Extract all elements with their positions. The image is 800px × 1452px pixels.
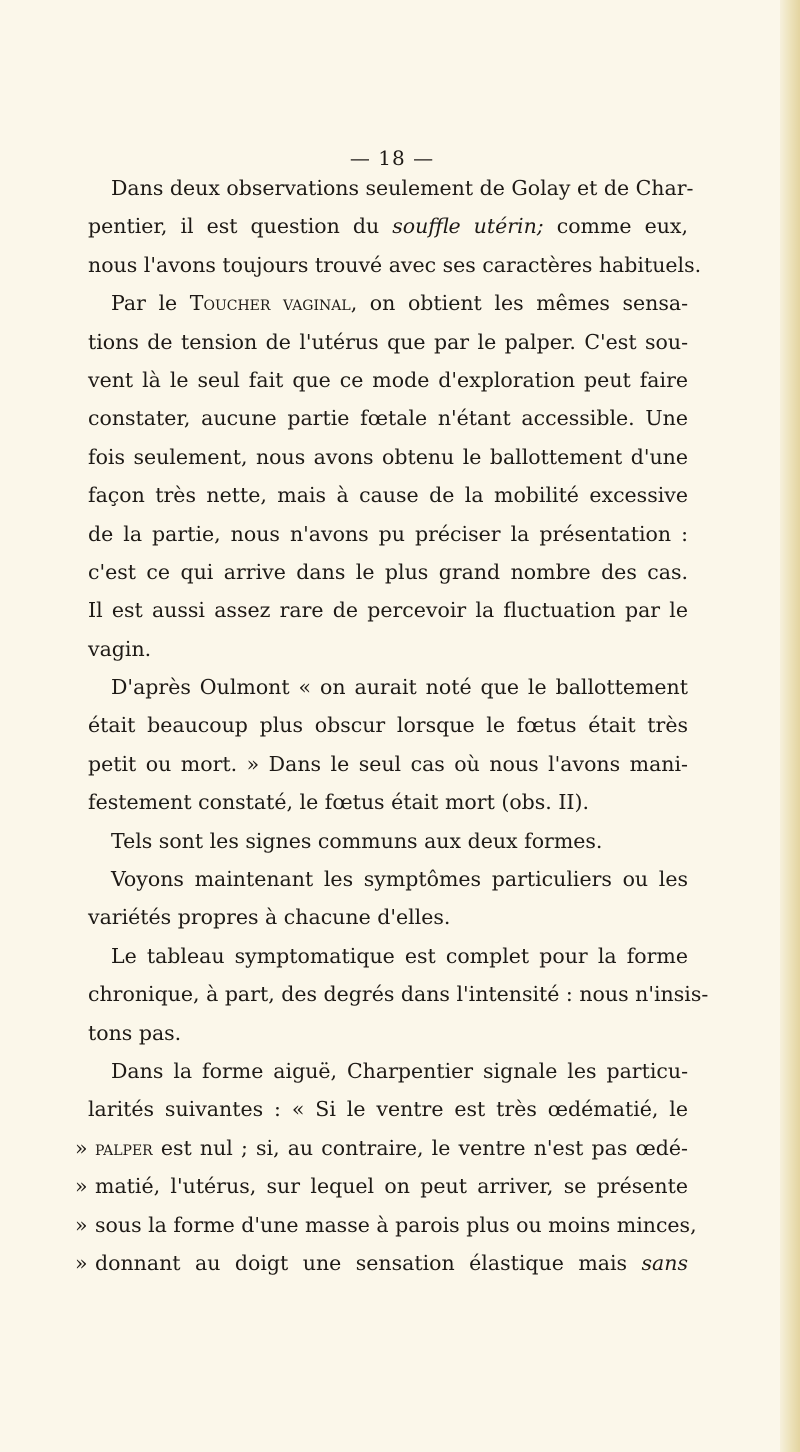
text-line: » donnant au doigt une sensation élastique mais sans [75,1244,688,1282]
emphasis-souffle-uterin: souffle utérin; [392,214,544,239]
quote-mark: » [75,1250,88,1275]
body-text [75,169,709,1282]
text-line: vagin. [88,636,152,661]
text-line: variétés propres à chacune d'elles. [88,905,451,930]
quote-mark: » [75,1174,88,1199]
text-line: Dans la forme aiguë, Charpentier signale les particu- [111,1058,688,1083]
quote-mark: » [75,1212,88,1237]
text-line: de la partie, nous n'avons pu préciser la présentation : [88,521,688,546]
text-line: » matié, l'utérus, sur lequel on peut arriver, se présente [75,1167,688,1205]
small-caps-palper: palper [95,1135,153,1160]
text-line: tons pas. [88,1020,182,1045]
text-line: festement constaté, le fœtus était mort (obs. II). [88,790,590,815]
text-line: Tels sont les signes communs aux deux formes. [111,828,603,853]
text-line: c'est ce qui arrive dans le plus grand nombre des cas. [88,559,688,584]
small-caps-toucher-vaginal: Toucher vaginal [189,291,351,316]
text-line: Voyons maintenant les symptômes particuliers ou les [111,867,688,892]
text-line: constater, aucune partie fœtale n'étant accessible. Une [88,406,688,431]
page-edge-shadow [780,0,800,1452]
text-line: pentier, il est question du souffle utérin; comme eux, [88,214,688,239]
quote-mark: » [75,1135,88,1160]
page-number: — 18 — [349,146,435,170]
text-line: » palper est nul ; si, au contraire, le ventre n'est pas œdé- [75,1129,688,1167]
text-line: tions de tension de l'utérus que par le palper. C'est sou- [88,329,688,354]
text-line: chronique, à part, des degrés dans l'intensité : nous n'insis- [88,982,709,1007]
text-line: larités suivantes : « Si le ventre est très œdématié, le [88,1097,688,1122]
text-line: Dans deux observations seulement de Golay et de Char- [111,176,694,200]
text-line: Il est aussi assez rare de percevoir la fluctuation par le [88,598,688,623]
text-line: nous l'avons toujours trouvé avec ses caractères habituels. [88,252,702,277]
text-line: vent là le seul fait que ce mode d'exploration peut faire [88,367,688,392]
text-line: Le tableau symptomatique est complet pour la forme [111,943,688,968]
text-line: Par le Toucher vaginal, on obtient les mêmes sensa- [111,291,688,316]
emphasis-sans: sans [641,1250,688,1275]
text-line: petit ou mort. » Dans le seul cas où nous l'avons mani- [88,751,688,776]
text-line: D'après Oulmont « on aurait noté que le ballottement [111,675,688,700]
text-line: façon très nette, mais à cause de la mobilité excessive [88,483,688,508]
text-line: était beaucoup plus obscur lorsque le fœtus était très [88,713,688,738]
text-line: fois seulement, nous avons obtenu le ballottement d'une [88,444,688,469]
text-line: » sous la forme d'une masse à parois plus ou moins minces, [75,1206,688,1244]
